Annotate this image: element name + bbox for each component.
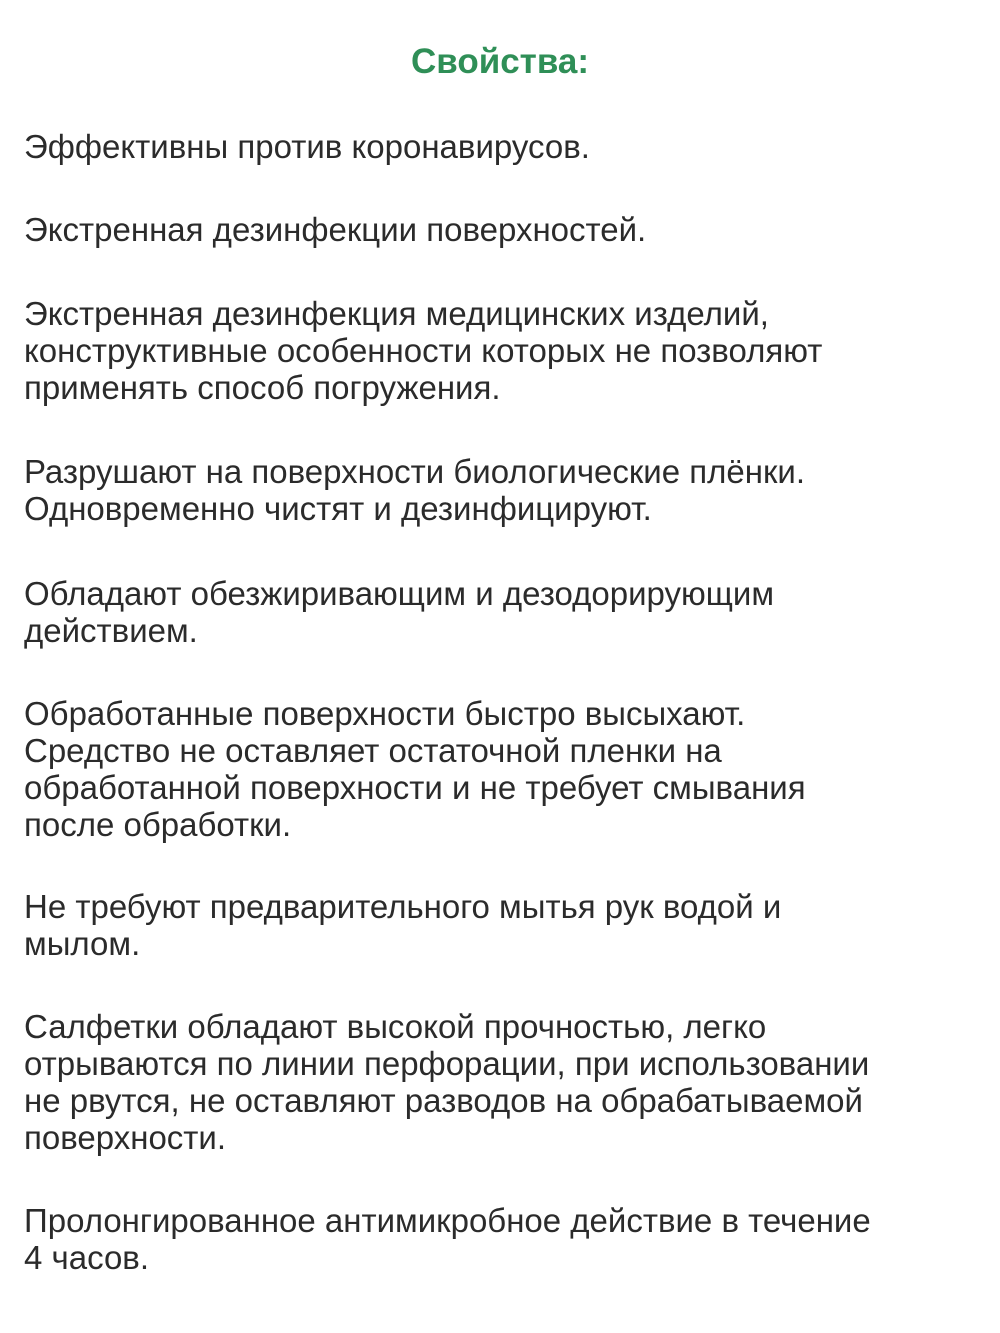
paragraph-line: поверхности. <box>24 1119 227 1156</box>
paragraph-line: применять способ погружения. <box>24 369 501 406</box>
paragraph-line: Одновременно чистят и дезинфицируют. <box>24 490 652 527</box>
paragraph-line: Экстренная дезинфекции поверхностей. <box>24 211 647 248</box>
paragraph-line: не рвутся, не оставляют разводов на обрабатываемой <box>24 1082 863 1119</box>
paragraph-medical-devices <box>24 295 984 406</box>
paragraph-biofilms <box>24 453 984 527</box>
paragraph-line: Экстренная дезинфекция медицинских изделий, <box>24 295 769 332</box>
paragraph-wipes <box>24 1008 984 1156</box>
paragraph-line: Салфетки обладают высокой прочностью, легко <box>24 1008 767 1045</box>
paragraph-line: Пролонгированное антимикробное действие в течение <box>24 1202 871 1239</box>
paragraph-line: 4 часов. <box>24 1239 149 1276</box>
paragraph-line: Обладают обезжиривающим и дезодорирующим <box>24 575 775 612</box>
paragraph-surface-disinfection <box>24 211 984 248</box>
paragraph-line: Разрушают на поверхности биологические плёнки. <box>24 453 805 490</box>
paragraph-drying <box>24 695 984 843</box>
paragraph-coronavirus <box>24 128 984 165</box>
paragraph-line: после обработки. <box>24 806 292 843</box>
paragraph-line: Средство не оставляет остаточной пленки на <box>24 732 722 769</box>
paragraph-line: действием. <box>24 612 198 649</box>
paragraph-line: Не требуют предварительного мытья рук водой и <box>24 888 782 925</box>
paragraph-degreasing <box>24 575 984 649</box>
paragraph-handwash <box>24 888 984 962</box>
paragraph-line: обработанной поверхности и не требует смывания <box>24 769 806 806</box>
paragraph-line: мылом. <box>24 925 141 962</box>
paragraph-line: Обработанные поверхности быстро высыхают. <box>24 695 746 732</box>
paragraph-prolonged-action <box>24 1202 984 1276</box>
paragraph-line: отрываются по линии перфорации, при использовании <box>24 1045 870 1082</box>
paragraph-line: Эффективны против коронавирусов. <box>24 128 590 165</box>
page-title: Свойства: <box>410 42 589 81</box>
paragraph-line: конструктивные особенности которых не позволяют <box>24 332 823 369</box>
